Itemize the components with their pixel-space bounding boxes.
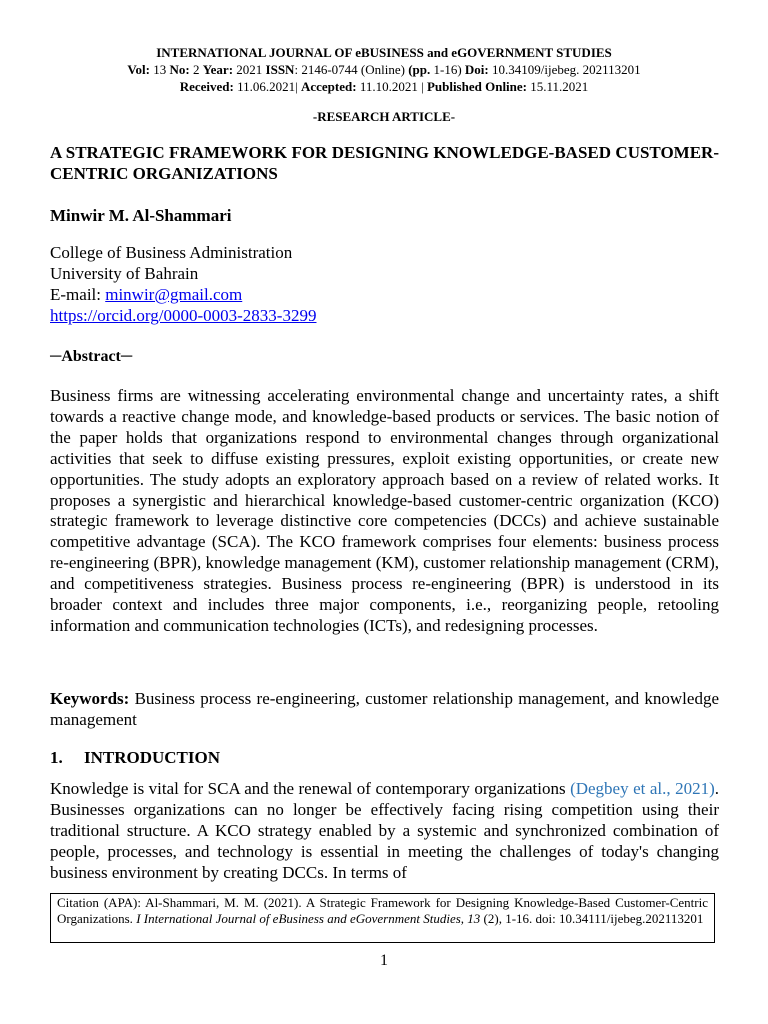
college-name: College of Business Administration xyxy=(50,243,293,262)
introduction-text: Knowledge is vital for SCA and the renewal of contemporary organizations (Degbey et al., 2021). Businesses organizations can no longer be effectively facing rising competition using their traditional structure. A KCO strategy enabled by a systemic and synchronized combination of people, processes, and technology is essential in meeting the challenges of today's changing business environment by creating DCCs. In terms of xyxy=(50,779,719,882)
email-link[interactable]: minwir@gmail.com xyxy=(105,285,243,304)
keywords-label: Keywords: xyxy=(50,689,130,708)
keywords xyxy=(50,689,719,731)
article-type: -RESEARCH ARTICLE- xyxy=(312,109,456,124)
paper-title: A STRATEGIC FRAMEWORK FOR DESIGNING KNOWLEDGE-BASED CUSTOMER-CENTRIC ORGANIZATIONS xyxy=(50,143,719,183)
citation-link[interactable]: (Degbey et al., 2021) xyxy=(570,779,715,798)
author-affiliation xyxy=(50,242,316,326)
citation-box: Citation (APA): Al-Shammari, M. M. (2021). A Strategic Framework for Designing Knowledge-Based Customer-Centric Organizations. I International Journal of eBusiness and eGovernment Studies, 13 (2), 1-16. doi: 10.34111/ijebeg.202113201 xyxy=(50,893,715,943)
journal-dates-line: Received: 11.06.2021| Accepted: 11.10.2021 | Published Online: 15.11.2021 xyxy=(179,79,589,94)
email-line: E-mail: minwir@gmail.com xyxy=(50,285,243,304)
author-name: Minwir M. Al-Shammari xyxy=(50,206,232,225)
section-heading-introduction: 1. INTRODUCTION xyxy=(50,748,221,767)
page-number: 1 xyxy=(380,952,388,969)
abstract-text: Business firms are witnessing accelerating environmental change and uncertainty rates, a shift towards a reactive change mode, and knowledge-based products or services. The basic notion of the paper holds that organizations respond to environmental changes through organizational activities that seek to diffuse existing pressures, exploit existing opportunities, or create new opportunities. The study adopts an exploratory approach based on a review of related works. It proposes a synergistic and hierarchical knowledge-based customer-centric organization (KCO) strategic framework to leverage distinctive core competencies (DCCs) and achieve sustainable competitive advantage (SCA). The KCO framework comprises four elements: business process re-engineering (BPR), knowledge management (KM), customer relationship management (CRM), and competitiveness strategies. Business process re-engineering (BPR) is understood in its broader context and includes three major components, i.e., reorganizing people, retooling information and communication technologies (ICTs), and redesigning processes. xyxy=(50,386,719,635)
keywords-text: Business process re-engineering, customer relationship management, and knowledge management xyxy=(50,689,719,729)
journal-name: INTERNATIONAL JOURNAL OF eBUSINESS and eGOVERNMENT STUDIES xyxy=(156,45,612,60)
university-name: University of Bahrain xyxy=(50,264,199,283)
abstract-heading: ─Abstract─ xyxy=(50,348,133,365)
orcid-link[interactable]: https://orcid.org/0000-0003-2833-3299 xyxy=(50,306,317,325)
journal-meta-line: Vol: 13 No: 2 Year: 2021 ISSN: 2146-0744 (Online) (pp. 1-16) Doi: 10.34109/ijebeg. 202113201 xyxy=(127,62,641,77)
